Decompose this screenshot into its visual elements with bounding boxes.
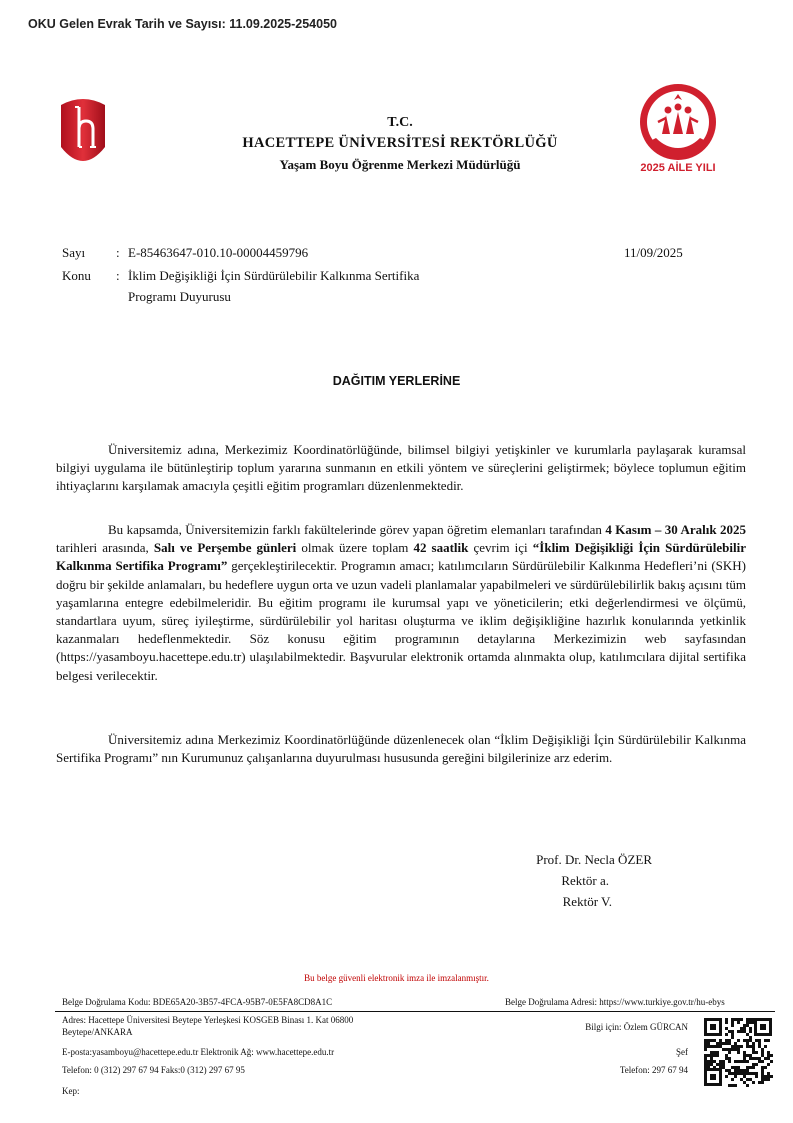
family-year-label: 2025 AİLE YILI [640, 162, 716, 174]
info-contact-phone: Telefon: 297 67 94 [619, 1065, 688, 1075]
sayi-label: Sayı [62, 245, 86, 260]
sayi-value: E-85463647-010.10-00004459796 [128, 245, 309, 260]
p2-text-c: tarihleri arasında, [56, 540, 154, 556]
paragraph-1-text: Üniversitemiz adına, Merkezimiz Koordinatörlüğünde, bilimsel bilgiyi yetişkinler ve kurumlarla paylaşarak kuramsal bilgiyi uygulama ile bütünleştirip toplum yararına sunmanın en etkili yöntem ve süreçlerini geliştirmek; böylece toplumun eğitim ihtiyaçlarını karşılamak amacıyla çeşitli eğitim programları düzenlenmektedir. [56, 442, 746, 494]
p2-text-i: gerçekleştirilecektir. Programın amacı; katılımcıların Sürdürülebilir Kalkınma Hedefleri’ni (SKH) doğru bir şekilde anlamaları, bu hedeflere uygun orta ve uzun vadeli planlamalar yapabilmeleri ve sürdürülebilirlik bakış açısını tüm yaşamlarına entegre edebilmeleridir. Bu eğitim programı ile kurumsal yapı ve yöneticilerin; etki değerlendirmesi ve ölçümü, standartlara uyum, süreç iyileştirme, sürdürülebilir yol haritası oluşturma ve iklim değişikliğine hazırlık konularında yetkinlik kazanmaları hedeflenmektedir. Söz konusu eğitim programının detaylarına Merkezimizin web sayfasından (https://yasamboyu.hacettepe.edu.tr) ulaşılabilmektedir. Başvurular elektronik ortamda alınmakta olup, katılımcılara dijital sertifika belgesi verilecektir. [56, 558, 746, 683]
p2-days: Salı ve Perşembe günleri [153, 540, 297, 556]
paragraph-3-text: Üniversitemiz adına Merkezimiz Koordinatörlüğünde düzenlenecek olan “İklim Değişikliği İçin Sürdürülebilir Kalkınma Sertifika Programı” nın Kurumunuz çalışanlarına duyurulması hususunda gereğini bilgilerinize arz ederim. [56, 732, 746, 766]
p2-dates: 4 Kasım – 30 Aralık 2025 [605, 522, 746, 537]
signatory-name: Prof. Dr. Necla ÖZER [536, 852, 652, 867]
sayi-colon: : [116, 245, 120, 260]
info-contact-name: Bilgi için: Özlem GÜRCAN [585, 1022, 688, 1032]
p2-text-a: Bu kapsamda, Üniversitemizin farklı fakültelerinde görev yapan öğretim elemanları tarafından [108, 522, 606, 537]
esign-note: Bu belge güvenli elektronik imza ile imzalanmıştır. [304, 973, 489, 983]
signatory-title-1: Rektör a. [561, 873, 609, 888]
p2-text-e: olmak üzere toplam [296, 540, 414, 556]
konu-value-line2: Programı Duyurusu [128, 289, 231, 304]
footer-email[interactable]: E-posta:yasamboyu@hacettepe.edu.tr Elektronik Ağ: www.hacettepe.edu.tr [62, 1047, 335, 1057]
footer-kep: Kep: [62, 1086, 80, 1096]
info-contact-title: Şef [676, 1047, 688, 1057]
p2-hours: 42 saatlik [413, 540, 469, 556]
body-paragraph-1 [56, 441, 746, 496]
footer-divider [55, 1011, 775, 1012]
konu-value-line1: İklim Değişikliği İçin Sürdürülebilir Kalkınma Sertifika [128, 268, 420, 283]
signatory-title-2: Rektör V. [562, 894, 612, 909]
qr-code-icon [703, 1017, 773, 1087]
header-unit: Yaşam Boyu Öğrenme Merkezi Müdürlüğü [279, 157, 521, 172]
footer-phone: Telefon: 0 (312) 297 67 94 Faks:0 (312) 297 67 95 [62, 1065, 245, 1075]
verification-address[interactable]: Belge Doğrulama Adresi: https://www.turkiye.gov.tr/hu-ebys [505, 997, 725, 1007]
document-date: 11/09/2025 [624, 245, 683, 260]
header-tc: T.C. [387, 115, 413, 130]
body-paragraph-3 [56, 731, 746, 767]
konu-colon: : [116, 268, 120, 283]
body-paragraph-2 [56, 521, 746, 685]
footer-address: Adres: Hacettepe Üniversitesi Beytepe Yerleşkesi KOSGEB Binası 1. Kat 06800 Beytepe/ANKARA [62, 1015, 354, 1037]
konu-label: Konu [62, 268, 91, 283]
verification-code: Belge Doğrulama Kodu: BDE65A20-3B57-4FCA-95B7-0E5FA8CD8A1C [62, 997, 333, 1007]
header-university: HACETTEPE ÜNİVERSİTESİ REKTÖRLÜĞÜ [242, 135, 558, 151]
p2-text-g: çevrim içi [468, 540, 533, 556]
document-stamp: OKU Gelen Evrak Tarih ve Sayısı: 11.09.2025-254050 [28, 17, 337, 31]
hacettepe-logo-icon [55, 95, 111, 171]
addressee: DAĞITIM YERLERİNE [332, 374, 461, 388]
p2-program-name: “İklim Değişikliği İçin Sürdürülebilir Kalkınma Sertifika Programı” [56, 540, 747, 574]
